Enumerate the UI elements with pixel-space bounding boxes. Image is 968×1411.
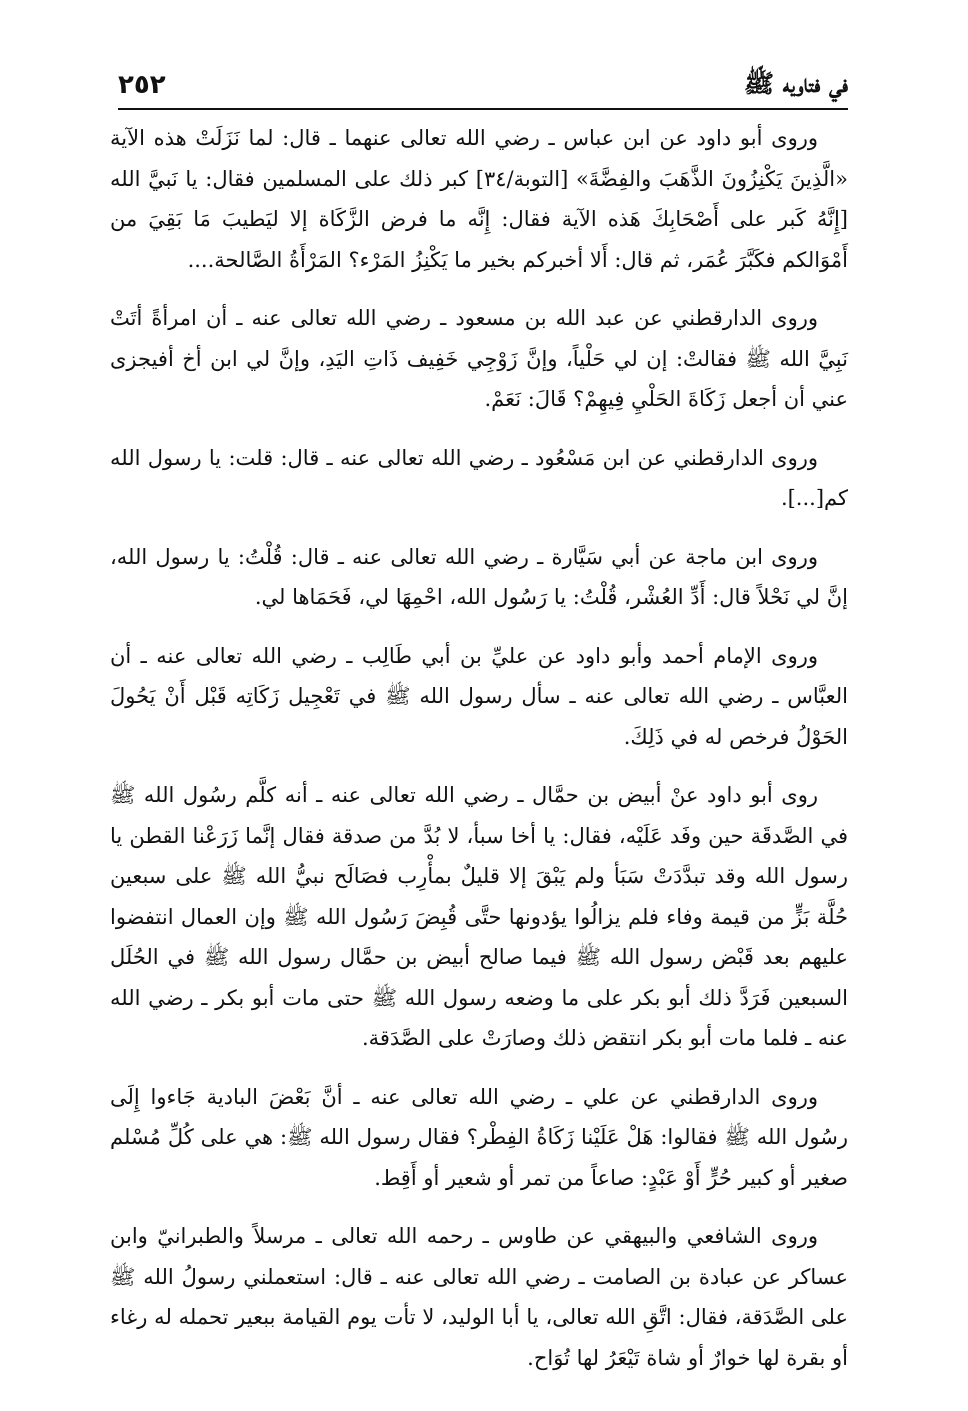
header-divider xyxy=(118,108,848,110)
paragraph-ahmad-abu-dawud-ali: وروى الإمام أحمد وأبو داود عن عليِّ بن أبي طَالِب ـ رضي الله تعالى عنه ـ أن العبَّاس ـ رضي الله تعالى عنه ـ سأل رسول الله ﷺ في تَعْجِيل زَكَاتِه قَبْل أَنْ يَحُولَ الحَوْلُ فرخص له في ذَلِكَ. xyxy=(110,643,848,749)
page-number: ٢٥٢ xyxy=(118,70,166,100)
paragraph-daraqutni-ibn-masud-jewelry: وروى الدارقطني عن عبد الله بن مسعود ـ رضي الله تعالى عنه ـ أن امرأةً أتَتْ نَبِيَّ الله ﷺ فقالتْ: إن لي حَلْياً، وإنَّ زَوْجِي خَفِيف ذَاتِ اليَدِ، وإنَّ لي ابن أخ أفيجزى عني أن أجعل زَكَاةَ الحَلْيِ فِيهِمْ؟ قَالَ: نَعَمْ. xyxy=(110,306,848,411)
paragraph-daraqutni-ali-fitr: وروى الدارقطني عن علي ـ رضي الله تعالى عنه ـ أنَّ بَعْضَ البادية جَاءوا إِلَى رسُول الله ﷺ فقالوا: هَلْ عَلَيْنا زَكَاةُ الفِطْر؟ فقال رسول الله ﷺ: هي على كُلِّ مُسْلم صغير أو كبير حُرٍّ أَوْ عَبْدٍ: صاعاً من تمر أو شعير أو أَقِط. xyxy=(110,1084,848,1190)
paragraph-ibn-majah-abi-sayyara: وروى ابن ماجة عن أبي سَيَّارة ـ رضي الله تعالى عنه ـ قال: قُلْتُ: يا رسول الله، إنَّ لي نَحْلاً قال: أَدِّ العُشْر، قُلْتُ: يا رَسُول الله، احْمِهَا لي، فَحَمَاها لي. xyxy=(110,544,848,609)
paragraph-shafii-bayhaqi-tawus: وروى الشافعي والبيهقي عن طاوس ـ رحمه الله تعالى ـ مرسلاً والطبرانيّ وابن عساكر عن عبادة بن الصامت ـ رضي الله تعالى عنه ـ قال: استعملني رسولُ الله ﷺ على الصَّدَقة، فقال: اتَّقِ الله تعالى، يا أبا الوليد، لا تأت يوم القيامة ببعير تحمله له رغاء أو بقرة لها خوارٌ أو شاة تَيْعَرُ لها تُوَاح. xyxy=(110,1224,848,1370)
page-header xyxy=(118,66,848,110)
paragraph-abu-dawud-abyad: روى أبو داود عنْ أبيض بن حمَّال ـ رضي الله تعالى عنه ـ أنه كلَّم رسُول الله ﷺ في الصَّدقَة حين وفَد عَلَيْه، فقال: يا أخا سبأ، لا بُدَّ من صدقة فقال إنَّما زَرَعْنا القطن يا رسول الله وقد تبدَّدَتْ سَبَأ ولم يَبْقَ إلا قليلٌ بمأْرِب فصَالَح نبيُّ الله ﷺ على سبعين حُلَّة بَزٍّ من قيمة وفاء فلم يزالُوا يؤدونها حتَّى قُبِضَ رَسُول الله ﷺ وإن العمال انتفضوا عليهم بعد قَبْض رسول الله ﷺ فيما صالح أبيض بن حمَّال رسول الله ﷺ في الحُلَل السبعين فَرَدَّ ذلك أبو بكر على ما وضعه رسول الله ﷺ حتى مات أبو بكر ـ رضي الله عنه ـ فلما مات أبو بكر انتقض ذلك وصارَتْ على الصَّدَقة. xyxy=(110,783,848,1050)
paragraph-daraqutni-ibn-masud: وروى الدارقطني عن ابن مَسْعُود ـ رضي الله تعالى عنه ـ قال: قلت: يا رسول الله كم[...]. xyxy=(110,445,848,510)
paragraph-abu-dawud-ibn-abbas: وروى أبو داود عن ابن عباس ـ رضي الله تعالى عنهما ـ قال: لما نَزَلَتْ هذه الآية «الَّذِينَ يَكْنِزُونَ الذَّهَبَ والفِضَّةَ» [التوبة/٣٤] كبر ذلك على المسلمين فقال: يا نَبيَّ الله [إِنَّهُ كَبر على أَصْحَابِكَ هَذه الآية فقال: إِنَّه ما فرض الزَّكَاة إلا ليَطيبَ مَا بَقِيَ من أَمْوَالكم فكَبَّرَ عُمَر، ثم قال: أَلا أخبركم بخير ما يَكْنِزُ المَرْء؟ المَرْأَةُ الصَّالحة.... xyxy=(110,126,848,272)
running-title: في فتاويه ﷺ xyxy=(743,69,848,98)
page-body xyxy=(110,118,848,1396)
